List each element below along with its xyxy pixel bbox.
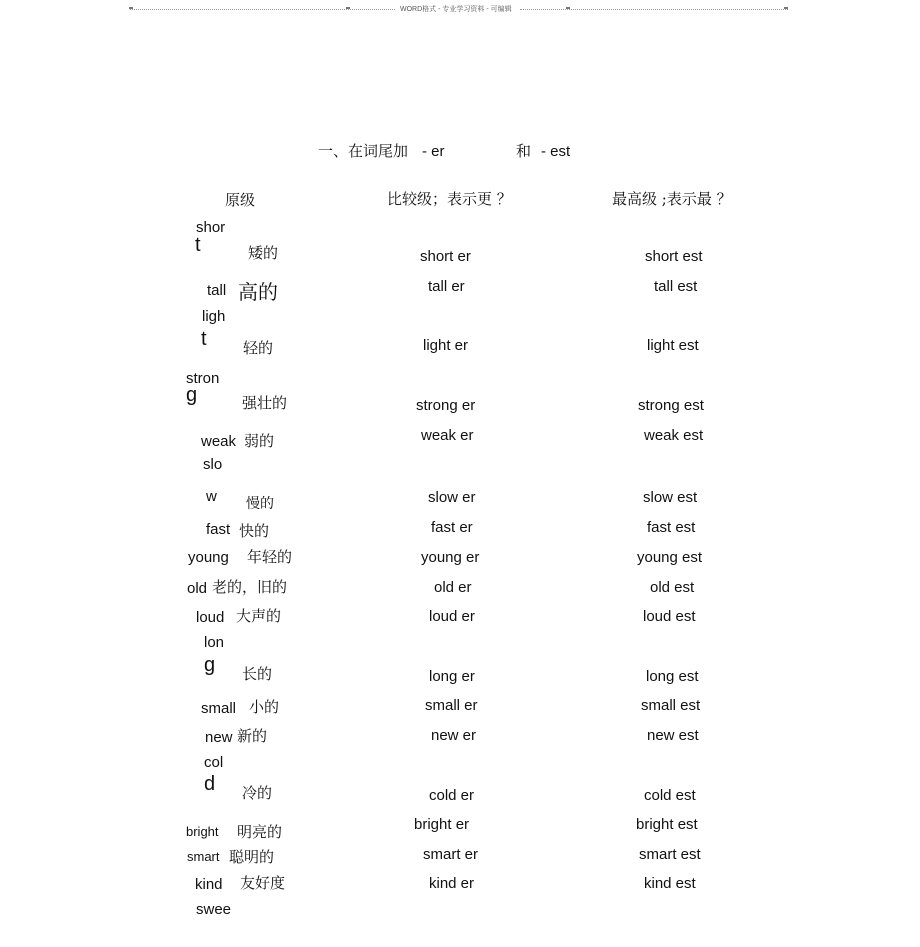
- base-word-tail: d: [204, 773, 216, 795]
- base-word: col: [204, 754, 224, 771]
- superlative-form: short est: [645, 248, 703, 265]
- meaning: 聪明的: [229, 848, 275, 866]
- superlative-form: bright est: [636, 816, 698, 833]
- title-suffix-er: - er: [422, 143, 445, 160]
- meaning: 长的: [242, 665, 273, 683]
- header-rule-left: [130, 9, 395, 10]
- superlative-form: small est: [641, 697, 701, 714]
- comparative-form: tall er: [428, 278, 465, 295]
- superlative-form: weak est: [644, 427, 704, 444]
- comparative-form: cold er: [429, 787, 475, 804]
- comparative-form: loud er: [429, 608, 475, 625]
- superlative-form: loud est: [643, 608, 696, 625]
- comparative-form: new er: [431, 727, 477, 744]
- meaning: 友好度: [240, 874, 286, 892]
- header-marker: [129, 7, 133, 9]
- base-word: slo: [203, 456, 223, 473]
- meaning: 新的: [237, 727, 268, 745]
- superlative-form: old est: [650, 579, 695, 596]
- base-word-tail: w: [206, 488, 217, 505]
- superlative-form: slow est: [643, 489, 698, 506]
- comparative-form: short er: [420, 248, 471, 265]
- meaning: 慢的: [246, 496, 274, 512]
- meaning: 大声的: [236, 607, 282, 625]
- comparative-form: light er: [423, 337, 469, 354]
- comparative-form: bright er: [414, 816, 470, 833]
- title-and: 和: [516, 142, 532, 160]
- superlative-form: cold est: [644, 787, 696, 804]
- comparative-form: kind er: [429, 875, 475, 892]
- comparative-form: small er: [425, 697, 478, 714]
- base-word: weak: [201, 433, 237, 450]
- comparative-form: slow er: [428, 489, 476, 506]
- base-word: small: [201, 700, 237, 717]
- base-word: bright: [186, 824, 219, 839]
- superlative-form: long est: [646, 668, 699, 685]
- base-word: kind: [195, 876, 223, 893]
- superlative-form: strong est: [638, 397, 704, 414]
- superlative-form: young est: [637, 549, 703, 566]
- base-word: tall: [207, 282, 227, 299]
- meaning: 强壮的: [242, 394, 288, 412]
- base-word-tail: g: [204, 654, 216, 676]
- header-marker: [346, 7, 350, 9]
- base-word: new: [205, 729, 233, 746]
- superlative-form: tall est: [654, 278, 698, 295]
- column-header-superlative: 最高级 ;表示最 ？: [612, 190, 732, 208]
- base-word: young: [188, 549, 229, 566]
- title-prefix: 一、在词尾加: [318, 142, 409, 160]
- comparative-form: fast er: [431, 519, 473, 536]
- meaning: 矮的: [248, 244, 279, 262]
- comparative-form: young er: [421, 549, 480, 566]
- base-word-tail: g: [186, 384, 198, 406]
- meaning: 小的: [249, 698, 280, 716]
- base-word: loud: [196, 609, 225, 626]
- base-word: ligh: [202, 308, 226, 325]
- header-marker: [784, 7, 788, 9]
- comparative-form: smart er: [423, 846, 479, 863]
- base-word: lon: [204, 634, 225, 651]
- comparative-form: weak er: [421, 427, 474, 444]
- header-marker: [566, 7, 570, 9]
- header-rule-right: [520, 9, 788, 10]
- superlative-form: smart est: [639, 846, 701, 863]
- comparative-form: long er: [429, 668, 475, 685]
- base-word: smart: [187, 849, 220, 864]
- superlative-form: kind est: [644, 875, 696, 892]
- meaning: 轻的: [243, 339, 274, 357]
- superlative-form: light est: [647, 337, 699, 354]
- comparative-form: old er: [434, 579, 472, 596]
- meaning: 快的: [239, 522, 270, 540]
- meaning: 高的: [238, 280, 278, 304]
- comparative-form: strong er: [416, 397, 476, 414]
- meaning: 弱的: [244, 432, 275, 450]
- column-header-comparative: 比较级；表示更 ？: [387, 190, 512, 208]
- base-word-tail: t: [201, 328, 207, 350]
- header-text: WORD格式 - 专业学习资料 - 可编辑: [400, 6, 512, 13]
- base-word: shor: [196, 219, 226, 236]
- meaning: 老的，旧的: [212, 578, 288, 596]
- base-word: swee: [196, 901, 232, 918]
- column-header-base: 原级: [225, 191, 256, 209]
- base-word: old: [187, 580, 208, 597]
- superlative-form: new est: [647, 727, 699, 744]
- meaning: 明亮的: [237, 823, 283, 841]
- title-suffix-est: - est: [541, 143, 571, 160]
- meaning: 年轻的: [247, 548, 293, 566]
- base-word: fast: [206, 521, 231, 538]
- base-word-tail: t: [195, 234, 201, 256]
- base-word: stron: [186, 370, 220, 387]
- meaning: 冷的: [242, 784, 273, 802]
- superlative-form: fast est: [647, 519, 696, 536]
